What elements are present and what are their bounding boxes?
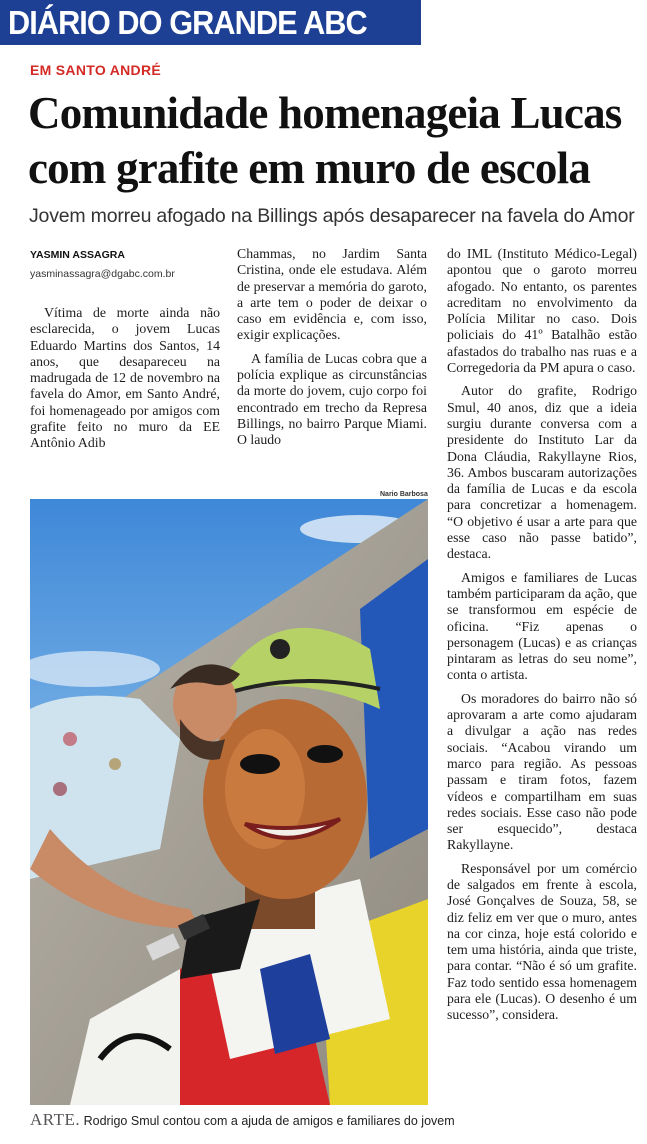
section-label: EM SANTO ANDRÉ (30, 62, 161, 78)
masthead-title: DIÁRIO DO GRANDE ABC (8, 4, 367, 41)
paragraph: Autor do grafite, Rodrigo Smul, 40 anos, diz que a ideia surgiu durante conversa com a presidente do Instituto Lar da Dona Cláudia, Rakyllayne Rios, 36. Ambos buscaram autorizações da família de Lucas e da escola para concretizar a homenagem. “O objetivo é usar a arte para que esse caso não passe batido”, destaca. (447, 383, 637, 562)
paragraph: A família de Lucas cobra que a polícia explique as circunstâncias da morte do jovem, cujo corpo foi encontrado em trecho da Represa Billings, no bairro Parque Miami. O laudo (237, 350, 427, 448)
article-column-2 (237, 246, 427, 456)
headline-line-2: com grafite em muro de escola (28, 143, 591, 193)
headline (28, 86, 628, 196)
article-column-1 (30, 305, 220, 459)
photo-credit: Nario Barbosa (380, 491, 428, 498)
caption-label: ARTE. (30, 1110, 81, 1129)
masthead (0, 0, 421, 45)
paragraph: Vítima de morte ainda não esclarecida, o jovem Lucas Eduardo Martins dos Santos, 14 anos, que desapareceu na madrugada de 12 de novembro na favela do Amor, em Santo André, foi homenageado por amigos com grafite feito no muro da EE Antônio Adib (30, 305, 220, 451)
paragraph: do IML (Instituto Médico-Legal) apontou que o garoto morreu afogado. No entanto, os parentes acreditam no envolvimento da Polícia Militar no caso. Dois policiais do 41º Batalhão estão afastados do trabalho nas ruas e a Corregedoria da PM apura o caso. (447, 246, 637, 376)
paragraph: Responsável por um comércio de salgados em frente à escola, José Gonçalves de Souza, 58, se diz feliz em ver que o muro, antes na cor cinza, hoje está colorido e tem uma história, ainda que triste, para contar. “Não é só um grafite. Faz todo sentido essa homenagem para ele (Lucas). O desenho é um sucesso”, considera. (447, 860, 637, 1023)
byline-author: YASMIN ASSAGRA (30, 249, 125, 261)
subheadline: Jovem morreu afogado na Billings após desaparecer na favela do Amor (29, 205, 635, 227)
caption-text: Rodrigo Smul contou com a ajuda de amigos e familiares do jovem (83, 1114, 455, 1128)
paragraph: Amigos e familiares de Lucas também participaram da ação, que se transformou em espécie de oficina. “Fiz apenas o personagem (Lucas) e as crianças pintaram as letras do seu nome”, conta o artista. (447, 569, 637, 683)
byline-email: yasminassagra@dgabc.com.br (30, 268, 175, 280)
paragraph: Chammas, no Jardim Santa Cristina, onde ele estudava. Além de preservar a memória do garoto, a arte tem o poder de deixar o caso em evidência e, com isso, exigir explicações. (237, 246, 427, 343)
article-column-3 (447, 246, 637, 1031)
paragraph: Os moradores do bairro não só aprovaram a arte como ajudaram a divulgar a ação nas redes sociais. “Acabou virando um marco para região. As pessoas passam e tiram fotos, fazem vídeos e compartilham em suas redes sociais. Esse caso não pode ser esquecido”, destaca Rakyllayne. (447, 690, 637, 853)
photo-caption (30, 1110, 455, 1130)
article-photo (30, 499, 428, 1105)
headline-line-1: Comunidade homenageia Lucas (28, 88, 622, 138)
